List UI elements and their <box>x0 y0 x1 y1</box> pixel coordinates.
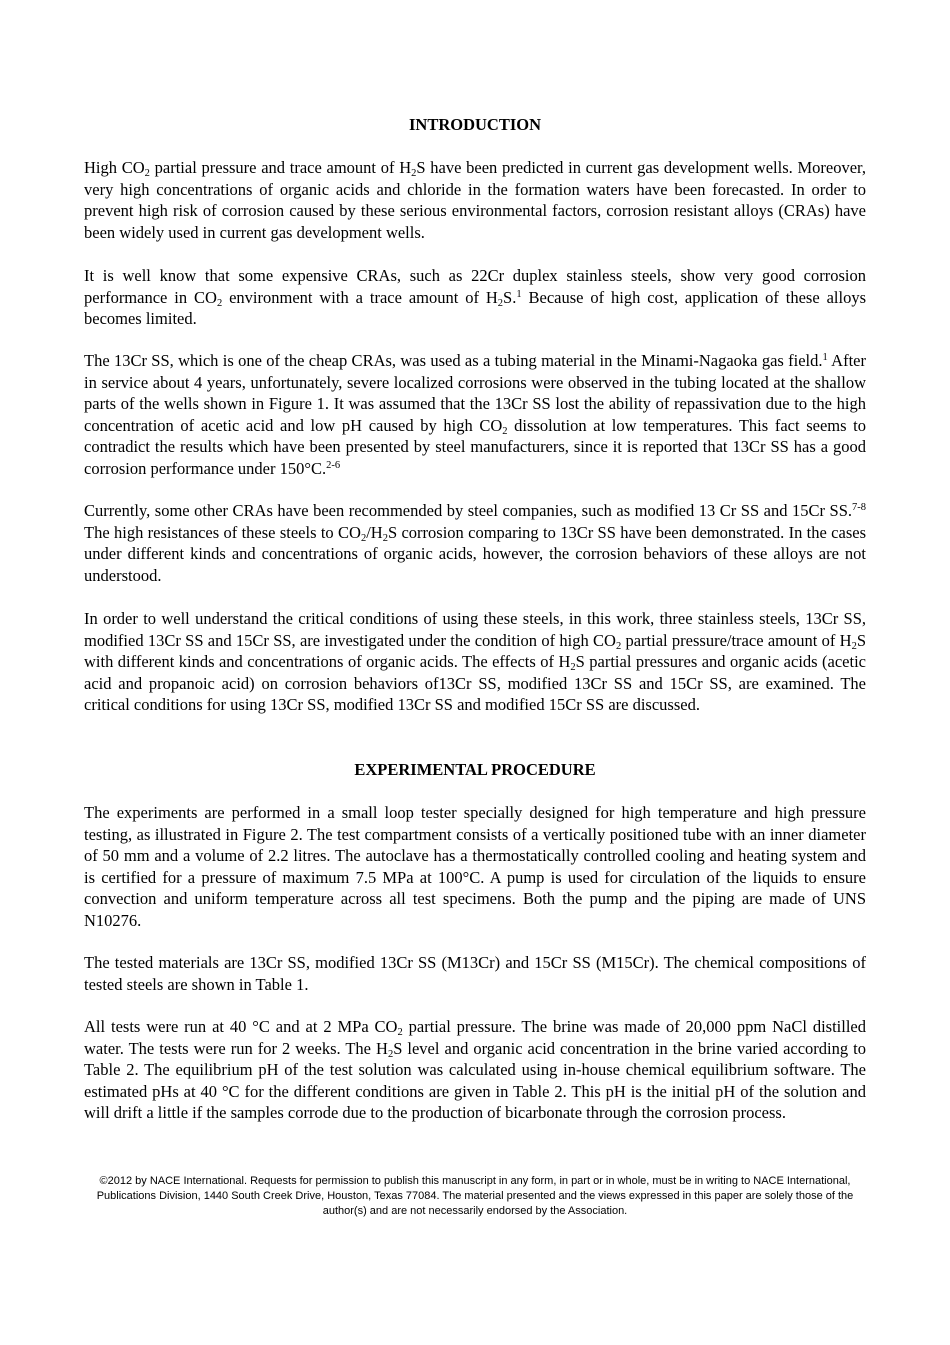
experimental-heading: EXPERIMENTAL PROCEDURE <box>354 760 596 779</box>
footer-line: Publications Division, 1440 South Creek Drive, Houston, Texas 77084. The material presented and the views expressed in this paper are solely those of the <box>96 1190 854 1202</box>
citation-ref: 2-6 <box>326 459 341 471</box>
intro-paragraph-3: The 13Cr SS, which is one of the cheap CRAs, was used as a tubing material in the Minami-Nagaoka gas field.$^1$ After in service about 4 years, unfortunately, severe localized corrosions were observed in the tubing located at the shallow parts of the wells shown in Figure 1. It was assumed that the 13Cr SS lost the ability of repassivation due to the high concentration of acetic acid and low pH caused by high $CO_2$ dissolution at low temperatures. This fact seems to contradict the results which have been presented by steel manufacturers, since it is reported that 13Cr SS has a good corrosion performance under 150°C.$^{2-6}$ <box>84 351 866 478</box>
experimental-paragraph-1: The experiments are performed in a small loop tester specially designed for high temperature and high pressure testing, as illustrated in Figure 2. The test compartment consists of a vertically positioned tube with an inner diameter of 50 mm and a volume of 2.2 litres. The autoclave has a thermostatically controlled cooling and heating system and is certified for a pressure of maximum 7.5 MPa at 100°C. A pump is used for circulation of the liquids to ensure convection and uniform temperature across all test specimens. Both the pump and the piping are made of UNS N10276. <box>84 803 866 930</box>
citation-ref: 7-8 <box>852 502 866 513</box>
intro-paragraph-4: Currently, some other CRAs have been recommended by steel companies, such as modified 13 Cr SS and 15Cr SS.$^{7-8}$ The high resistances of these steels to $CO_2/H_2S$ corrosion comparing to 13Cr SS have been demonstrated. In the cases under different kinds and concentrations of organic acids, however, the corrosion behaviors of these alloys are not understood. <box>84 501 866 585</box>
intro-paragraph-2: It is well know that some expensive CRAs, such as 22Cr duplex stainless steels, show very good corrosion performance in $CO_2$ environment with a trace amount of $H_2S.^1$ Because of high cost, application of these alloys becomes limited. <box>84 266 866 328</box>
intro-paragraph-5: In order to well understand the critical conditions of using these steels, in this work, three stainless steels, 13Cr SS, modified 13Cr SS and 15Cr SS, are investigated under the condition of high $CO_2$ partial pressure/trace amount of $H_2S$ with different kinds and concentrations of organic acids. The effects of $H_2S$ partial pressures and organic acids (acetic acid and propanoic acid) on corrosion behaviors of13Cr SS, modified 13Cr SS and 15Cr SS, are examined. The critical conditions for using 13Cr SS, modified 13Cr SS and modified 15Cr SS are discussed. <box>84 609 866 714</box>
footer-line: ©2012 by NACE International. Requests for permission to publish this manuscript in any form, in part or in whole, must be in writing to NACE International, <box>99 1175 851 1187</box>
experimental-paragraph-2: The tested materials are 13Cr SS, modified 13Cr SS (M13Cr) and 15Cr SS (M15Cr). The chemical compositions of tested steels are shown in Table 1. <box>84 953 866 994</box>
experimental-paragraph-3: All tests were run at 40 °C and at 2 MPa $CO_2$ partial pressure. The brine was made of 20,000 ppm NaCl distilled water. The tests were run for 2 weeks. The $H_2S$ level and organic acid concentration in the brine varied according to Table 2. The equilibrium pH of the test solution was calculated using in-house chemical equilibrium software. The estimated pHs at 40 °C for the different conditions are given in Table 2. This pH is the initial pH of the solution and will drift a little if the samples corrode due to the production of bicarbonate through the corrosion process. <box>84 1017 866 1122</box>
citation-ref: 1 <box>516 288 522 300</box>
footer-line: author(s) and are not necessarily endorsed by the Association. <box>322 1205 628 1217</box>
copyright-footer <box>40 1174 910 1219</box>
introduction-heading: INTRODUCTION <box>408 115 542 134</box>
citation-ref: 1 <box>822 352 828 363</box>
intro-paragraph-1: High $CO_2$ partial pressure and trace amount of $H_2S$ have been predicted in current gas development wells. Moreover, very high concentrations of organic acids and chloride in the formation waters have been forecasted. In order to prevent high risk of corrosion caused by these serious environmental factors, corrosion resistant alloys (CRAs) have been widely used in current gas development wells. <box>84 158 866 242</box>
